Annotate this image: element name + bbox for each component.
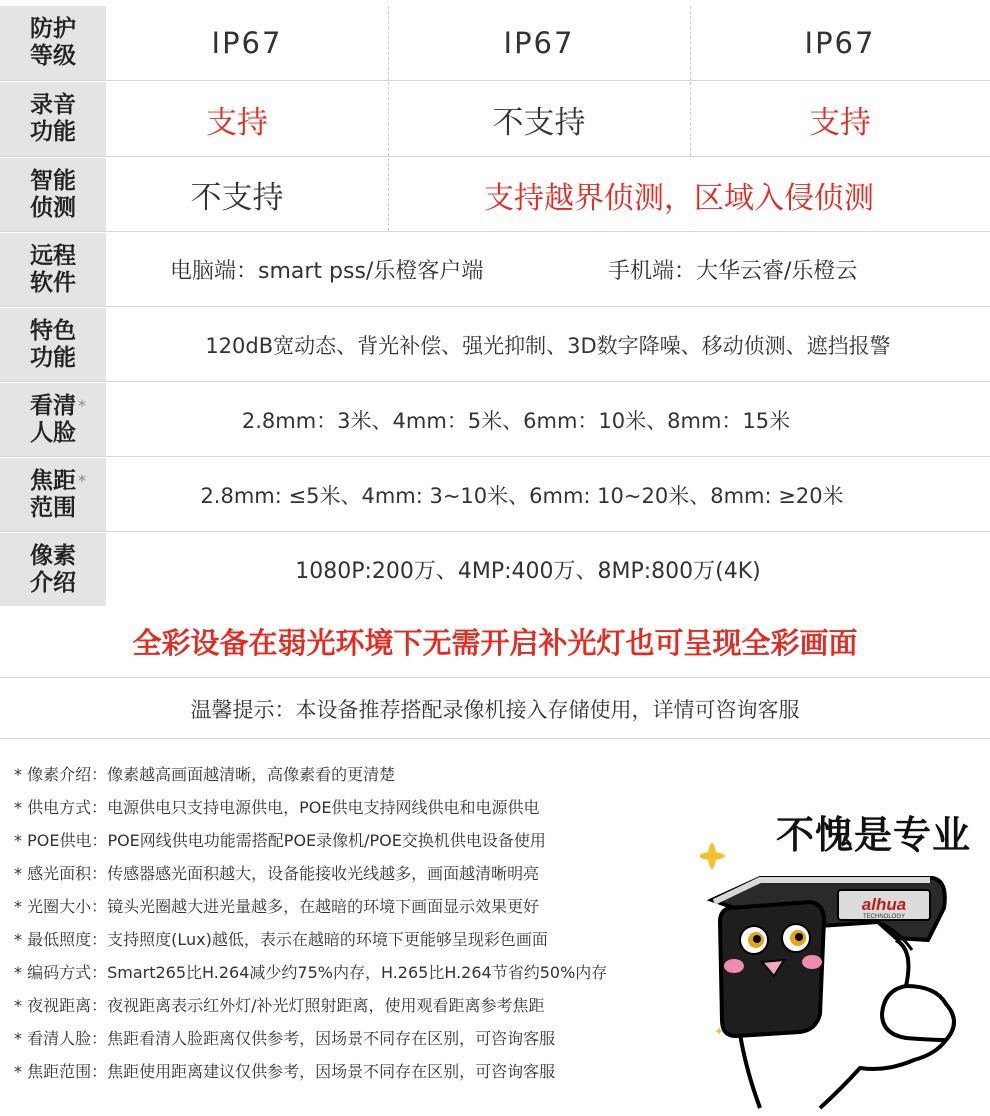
spec-row-software bbox=[0, 233, 990, 307]
left-cheek bbox=[724, 959, 744, 973]
spec-row-pixels bbox=[0, 533, 990, 606]
note-item: * 夜视距离：夜视距离表示红外灯/补光灯照射距离，使用观看距离参考焦距 bbox=[14, 996, 545, 1015]
spec-cell: IP67 bbox=[804, 26, 876, 60]
row-label bbox=[0, 82, 106, 156]
row-label-line: 防护 bbox=[30, 16, 76, 42]
row-label-line: 特色 bbox=[30, 317, 76, 344]
spec-cell: IP67 bbox=[503, 26, 575, 60]
spec-cell: 不支持 bbox=[190, 180, 284, 216]
spec-cell: IP67 bbox=[211, 26, 283, 60]
row-label-line: 录音 bbox=[30, 92, 76, 118]
full-color-banner: 全彩设备在弱光环境下无需开启补光灯也可呈现全彩画面 bbox=[0, 606, 990, 678]
row-label-line: 范围 bbox=[30, 494, 76, 521]
row-label bbox=[0, 383, 106, 456]
row-label bbox=[0, 533, 106, 606]
spec-row-focal bbox=[0, 458, 990, 532]
spec-cell: 支持 bbox=[206, 104, 268, 141]
row-label-line: 人脸 bbox=[30, 419, 76, 446]
spec-cell: 支持 bbox=[809, 104, 871, 141]
note-item: * 焦距范围：焦距使用距离建议仅供参考，因场景不同存在区别，可咨询客服 bbox=[14, 1062, 556, 1081]
spec-cell: 支持越界侦测，区域入侵侦测 bbox=[484, 180, 874, 216]
row-label-line: 焦距 bbox=[30, 467, 76, 494]
row-label bbox=[0, 458, 106, 531]
spec-cell: 手机端：大华云睿/乐橙云 bbox=[608, 259, 858, 284]
spec-row-detection bbox=[0, 158, 990, 232]
spec-row-protection bbox=[0, 6, 990, 81]
note-item: * POE供电：POE网线供电功能需搭配POE录像机/POE交换机供电设备使用 bbox=[14, 831, 546, 850]
brand-subtitle: TECHNOLOGY bbox=[862, 914, 906, 920]
right-cheek bbox=[802, 955, 822, 969]
spec-cell: 2.8mm: ≤5米、4mm: 3~10米、6mm: 10~20米、8mm: ≥20米 bbox=[200, 483, 844, 508]
row-label-line: 看清 bbox=[30, 392, 76, 419]
note-item: * 感光面积：传感器感光面积越大，设备能接收光线越多，画面越清晰明亮 bbox=[14, 864, 540, 883]
notes-list bbox=[14, 758, 704, 1088]
row-label-line: 智能 bbox=[30, 167, 76, 194]
row-label bbox=[0, 308, 106, 381]
spec-cell: 2.8mm：3米、4mm：5米、6mm：10米、8mm：15米 bbox=[241, 408, 791, 433]
row-label-line: 介绍 bbox=[30, 569, 76, 596]
spec-row-face bbox=[0, 383, 990, 457]
thumbs-up-arm bbox=[820, 940, 954, 1108]
row-label-line: 功能 bbox=[30, 344, 76, 371]
note-item: * 光圈大小：镜头光圈越大进光量越多，在越暗的环境下画面显示效果更好 bbox=[14, 897, 540, 916]
spec-cell: 120dB宽动态、背光补偿、强光抑制、3D数字降噪、移动侦测、遮挡报警 bbox=[205, 333, 891, 358]
spec-cell: 不支持 bbox=[492, 104, 586, 141]
row-label-line: 软件 bbox=[30, 269, 76, 296]
warm-tip: 温馨提示：本设备推荐搭配录像机接入存储使用，详情可咨询客服 bbox=[0, 679, 990, 739]
note-item: * 编码方式：Smart265比H.264减少约75%内存，H.265比H.264节省约50%内存 bbox=[14, 963, 608, 982]
row-label-line: 侦测 bbox=[30, 194, 76, 221]
sparkle-icon bbox=[700, 843, 725, 869]
brand-logo: alhua bbox=[861, 895, 907, 914]
row-label-line: 等级 bbox=[30, 43, 76, 69]
row-label-line: 像素 bbox=[30, 542, 76, 569]
camera-mascot-illustration bbox=[700, 790, 990, 1110]
spec-cell: 电脑端：smart pss/乐橙客户端 bbox=[170, 259, 484, 284]
row-label-line: 功能 bbox=[30, 119, 76, 145]
note-item: * 看清人脸：焦距看清人脸距离仅供参考，因场景不同存在区别，可咨询客服 bbox=[14, 1029, 556, 1048]
spec-cell: 1080P:200万、4MP:400万、8MP:800万(4K) bbox=[295, 559, 761, 584]
note-item: * 供电方式：电源供电只支持电源供电，POE供电支持网线供电和电源供电 bbox=[14, 798, 540, 817]
spec-row-audio bbox=[0, 82, 990, 157]
note-item: * 像素介绍：像素越高画面越清晰，高像素看的更清楚 bbox=[14, 765, 396, 784]
row-label-line: 远程 bbox=[30, 242, 76, 269]
row-label bbox=[0, 158, 106, 231]
footnote-star: * bbox=[78, 471, 86, 490]
row-label bbox=[0, 6, 106, 80]
footnote-star: * bbox=[78, 396, 86, 415]
left-arm bbox=[740, 1034, 760, 1108]
note-item: * 最低照度：支持照度(Lux)越低，表示在越暗的环境下更能够呈现彩色画面 bbox=[14, 930, 548, 949]
row-label bbox=[0, 233, 106, 306]
spec-row-features bbox=[0, 308, 990, 382]
slogan-text: 不愧是专业 bbox=[776, 813, 972, 857]
